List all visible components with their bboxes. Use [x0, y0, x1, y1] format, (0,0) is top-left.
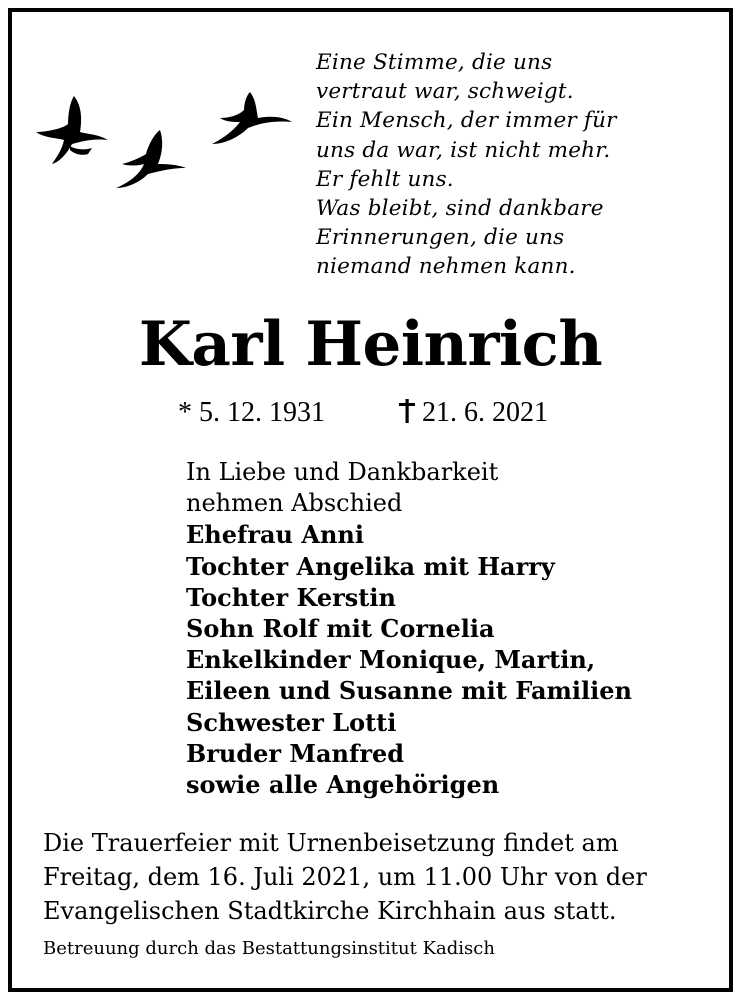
- mourner: Tochter Kerstin: [186, 582, 396, 612]
- ceremony-line: Evangelischen Stadtkirche Kirchhain aus statt.: [43, 897, 617, 925]
- ceremony-line: Die Trauerfeier mit Urnenbeisetzung findet am: [43, 829, 619, 857]
- poem-line: vertraut war, schweigt.: [316, 79, 574, 105]
- poem-line: uns da war, ist nicht mehr.: [316, 137, 611, 163]
- poem-line: niemand nehmen kann.: [316, 254, 576, 280]
- mourner: Enkelkinder Monique, Martin,: [186, 645, 596, 675]
- funeral-service-credit: Betreuung durch das Bestattungsinstitut Kadisch: [43, 938, 495, 959]
- poem: [316, 48, 716, 282]
- death-date: 21. 6. 2021: [422, 397, 548, 428]
- mourner: Ehefrau Anni: [186, 520, 364, 550]
- mourners-block: [186, 457, 632, 800]
- poem-line: Was bleibt, sind dankbare: [316, 196, 604, 222]
- mourner: Bruder Manfred: [186, 738, 405, 768]
- poem-line: Er fehlt uns.: [316, 166, 454, 192]
- deceased-name: Karl Heinrich: [138, 309, 603, 380]
- ceremony-info: [43, 826, 723, 928]
- cross-icon: [398, 398, 416, 422]
- intro-line: In Liebe und Dankbarkeit: [186, 458, 499, 486]
- poem-line: Ein Mensch, der immer für: [316, 108, 617, 134]
- ceremony-line: Freitag, dem 16. Juli 2021, um 11.00 Uhr von der: [43, 863, 647, 891]
- poem-line: Erinnerungen, die uns: [316, 225, 565, 251]
- mourner: Eileen und Susanne mit Familien: [186, 676, 632, 706]
- poem-line: Eine Stimme, die uns: [316, 50, 553, 75]
- mourner: Sohn Rolf mit Cornelia: [186, 614, 495, 644]
- mourner: sowie alle Angehörigen: [186, 770, 500, 800]
- flying-birds-icon: [30, 88, 300, 203]
- mourner: Tochter Angelika mit Harry: [186, 551, 555, 581]
- mourner: Schwester Lotti: [186, 707, 397, 737]
- death-date-row: [398, 396, 548, 430]
- intro-line: nehmen Abschied: [186, 489, 403, 518]
- birth-date: * 5. 12. 1931: [178, 397, 325, 428]
